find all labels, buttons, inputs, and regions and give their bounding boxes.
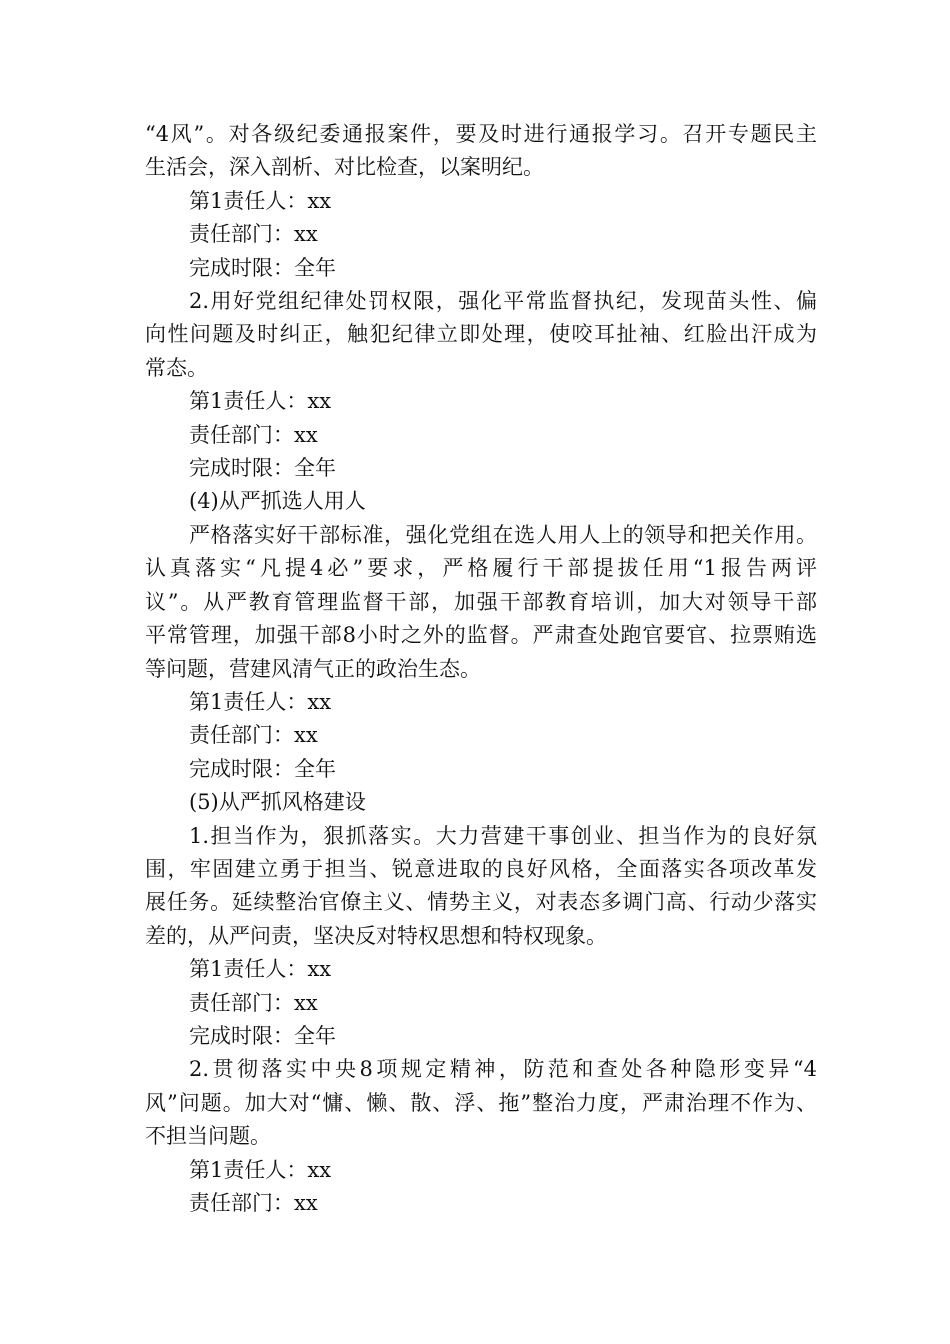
paragraph-line: 严格落实好干部标准，强化党组在选人用人上的领导和把关作用。: [189, 522, 817, 547]
responsible-department: 责任部门：xx: [189, 723, 318, 748]
responsible-department: 责任部门：xx: [189, 422, 318, 447]
paragraph-line: 1.担当作为，狠抓落实。大力营建干事创业、担当作为的良好氛: [189, 823, 817, 848]
paragraph-line: 向性问题及时纠正，触犯纪律立即处理，使咬耳扯袖、红脸出汗成为: [145, 322, 817, 347]
responsible-department: 责任部门：xx: [189, 990, 318, 1015]
paragraph-line: 认真落实“凡提4必”要求，严格履行干部提拔任用“1报告两评: [145, 556, 817, 581]
paragraph-line: 不担当问题。: [145, 1124, 271, 1149]
paragraph-line: 议”。从严教育管理监督干部，加强干部教育培训，加大对领导干部: [145, 589, 817, 614]
paragraph-line: 展任务。延续整治官僚主义、情势主义，对表态多调门高、行动少落实: [145, 890, 817, 915]
deadline: 完成时限：全年: [189, 756, 336, 781]
responsible-person: 第1责任人：xx: [189, 689, 332, 714]
deadline: 完成时限：全年: [189, 255, 336, 280]
paragraph-line: 生活会，深入剖析、对比检查，以案明纪。: [145, 155, 544, 180]
responsible-person: 第1责任人：xx: [189, 389, 332, 414]
paragraph-line: 常态。: [145, 355, 208, 380]
responsible-person: 第1责任人：xx: [189, 1157, 332, 1182]
paragraph-line: 2.贯彻落实中央8项规定精神，防范和查处各种隐形变异“4: [189, 1057, 817, 1082]
section-heading: (5)从严抓风格建设: [189, 790, 366, 815]
paragraph-line: “4风”。对各级纪委通报案件，要及时进行通报学习。召开专题民主: [145, 122, 817, 146]
paragraph-line: 差的，从严问责，坚决反对特权思想和特权现象。: [145, 923, 607, 948]
paragraph-line: 围，牢固建立勇于担当、锐意进取的良好风格，全面落实各项改革发: [145, 856, 817, 881]
paragraph-line: 2.用好党组纪律处罚权限，强化平常监督执纪，发现苗头性、偏: [189, 289, 817, 314]
responsible-person: 第1责任人：xx: [189, 957, 332, 982]
document-page: [145, 118, 817, 1220]
deadline: 完成时限：全年: [189, 456, 336, 481]
section-heading: (4)从严抓选人用人: [189, 489, 366, 514]
responsible-department: 责任部门：xx: [189, 222, 318, 247]
responsible-person: 第1责任人：xx: [189, 188, 332, 213]
paragraph-line: 平常管理，加强干部8小时之外的监督。严肃查处跑官要官、拉票贿选: [145, 623, 817, 648]
paragraph-line: 等问题，营建风清气正的政治生态。: [145, 656, 481, 681]
paragraph-line: 风”问题。加大对“慵、懒、散、浮、拖”整治力度，严肃治理不作为、: [145, 1090, 817, 1115]
deadline: 完成时限：全年: [189, 1023, 336, 1048]
responsible-department: 责任部门：xx: [189, 1191, 318, 1215]
